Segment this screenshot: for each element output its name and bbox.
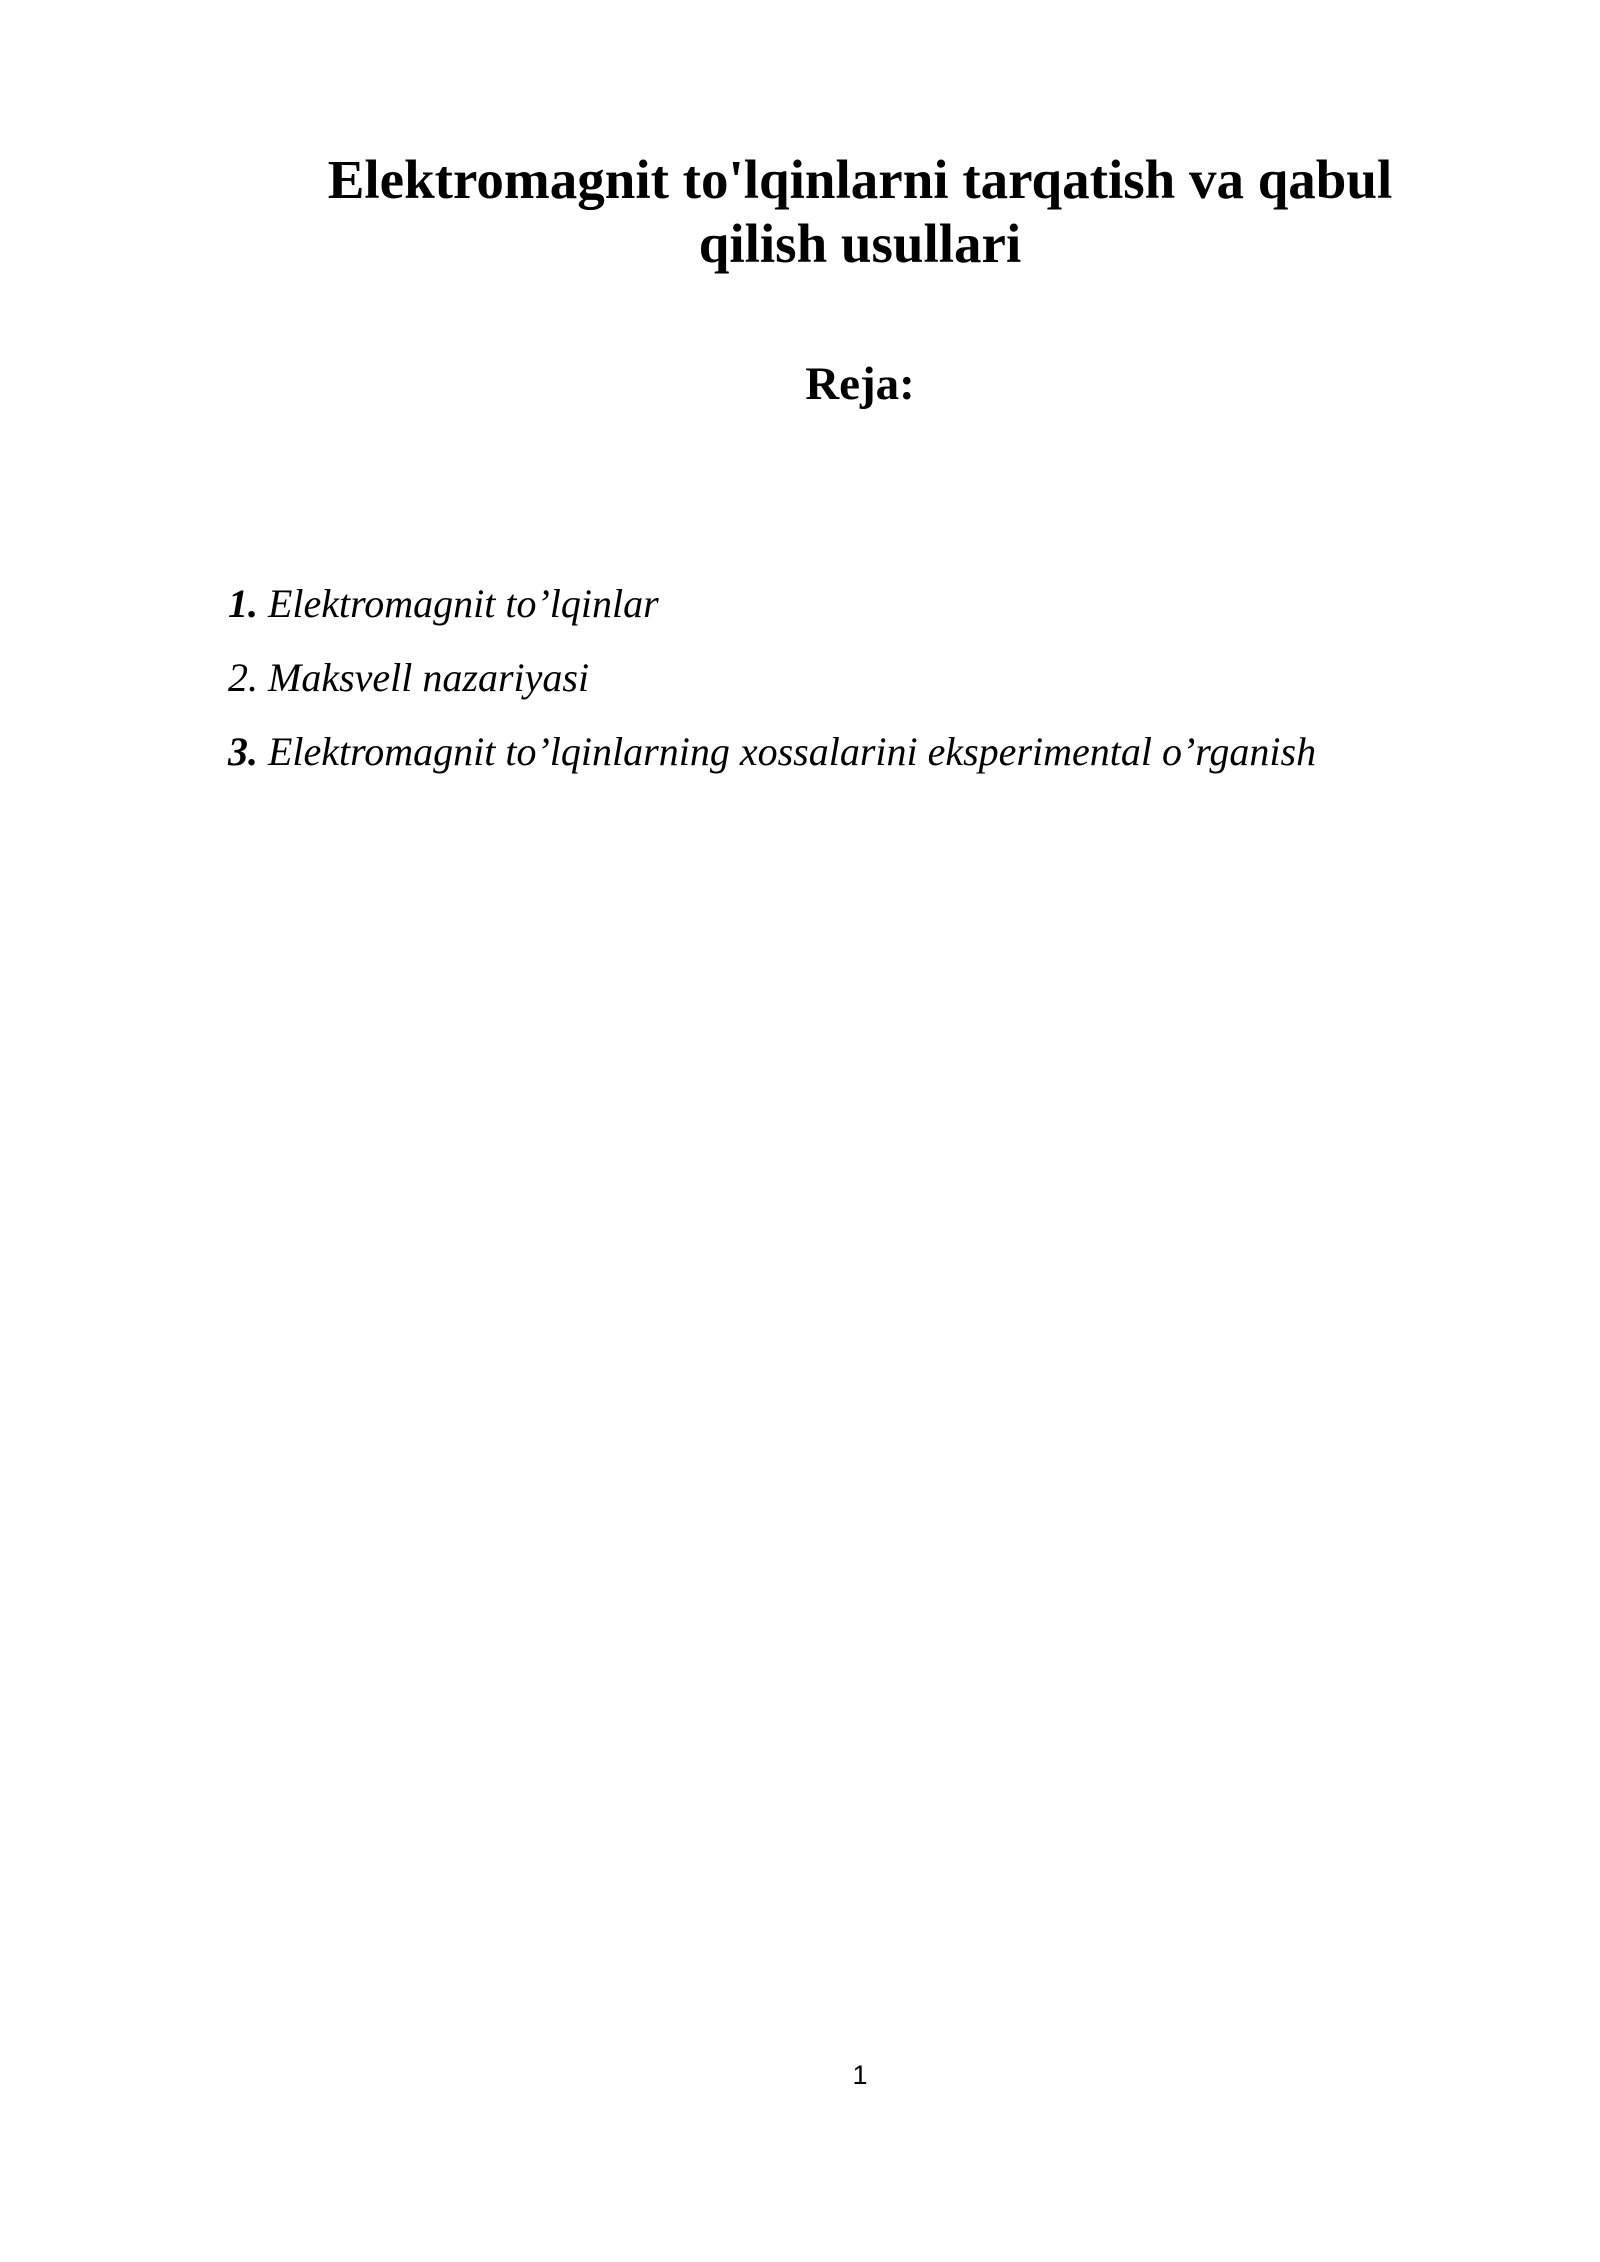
- plan-item: [228, 726, 1316, 800]
- plan-item-text: Elektromagnit to’lqinlarning xossalarini eksperimental o’rganish: [268, 729, 1317, 774]
- plan-list: [228, 578, 1316, 800]
- plan-item-text: Maksvell nazariyasi: [268, 655, 590, 700]
- plan-heading: Reja:: [805, 358, 915, 410]
- plan-item-text: Elektromagnit to’lqinlar: [268, 581, 659, 626]
- plan-item-number: 3.: [228, 729, 258, 774]
- plan-item: [228, 652, 1316, 726]
- plan-item-number: 1.: [228, 581, 258, 626]
- plan-item-number: 2.: [228, 655, 258, 700]
- document-title: [260, 148, 1460, 276]
- plan-item: [228, 578, 1316, 652]
- page-number: 1: [852, 2060, 868, 2090]
- document-title-line-1: Elektromagnit to'lqinlarni tarqatish va qabul: [327, 149, 1393, 210]
- document-title-line-2: qilish usullari: [698, 213, 1022, 274]
